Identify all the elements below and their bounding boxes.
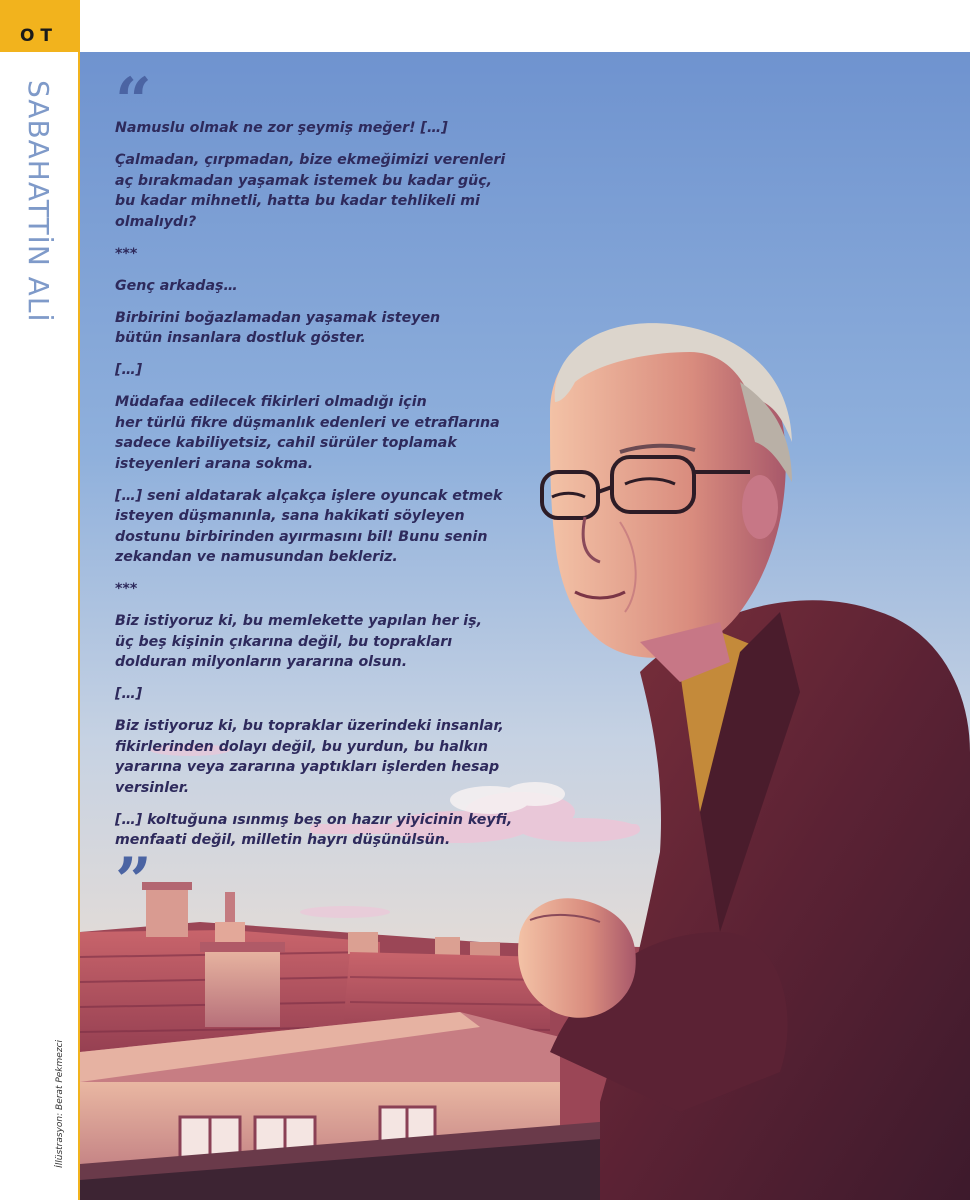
- quote-paragraph: […]: [115, 686, 143, 702]
- quote-paragraph: Müdafaa edilecek fikirleri olmadığı için her türlü fikre düşmanlık edenleri ve etraflarına sadece kabiliyetsiz, cahil sürüler toplamak isteyenleri arana sokma.: [115, 394, 500, 472]
- quote-paragraph: […] koltuğuna ısınmış beş on hazır yiyicinin keyfi, menfaati değil, milletin hayrı düşünülsün.: [115, 811, 513, 848]
- quote-paragraph: Biz istiyoruz ki, bu topraklar üzerindeki insanlar, fikirlerinden dolayı değil, bu yurdun, bu halkın yararına veya zararına yaptıkları işlerden hesap versinler.: [115, 718, 504, 796]
- open-quote-mark: “: [115, 64, 148, 139]
- quote-block: [115, 64, 545, 919]
- quote-paragraph: Biz istiyoruz ki, bu memlekette yapılan her iş, üç beş kişinin çıkarına değil, bu toprakları dolduran milyonların yararına olsun.: [115, 613, 482, 670]
- author-name: SABAHATTİN ALİ: [22, 80, 55, 323]
- quote-paragraph: Birbirini boğazlamadan yaşamak isteyen bütün insanlara dostluk göster.: [115, 309, 441, 346]
- quote-paragraph: ***: [115, 581, 138, 597]
- quote-paragraph: Genç arkadaş…: [115, 277, 238, 294]
- quote-paragraph: Namuslu olmak ne zor şeymiş meğer! […]: [115, 120, 448, 136]
- illustration-credit: İllüstrasyon: Berat Pekmezci: [55, 1040, 65, 1168]
- quote-paragraph: […] seni aldatarak alçakça işlere oyuncak etmek isteyen düşmanınla, sana hakikati söyleyen dostunu birbirinden ayırmasını bil! Bunu senin zekandan ve namusundan bekleriz.: [115, 487, 503, 565]
- quote-paragraph: […]: [115, 362, 143, 378]
- close-quote-mark: ”: [115, 844, 148, 919]
- section-tab: OT: [0, 0, 78, 52]
- quote-paragraph: Çalmadan, çırpmadan, bize ekmeğimizi verenleri aç bırakmadan yaşamak istemek bu kadar güç, bu kadar mihnetli, hatta bu kadar tehlikeli mi olmalıydı?: [115, 152, 506, 230]
- quote-paragraph: ***: [115, 245, 138, 262]
